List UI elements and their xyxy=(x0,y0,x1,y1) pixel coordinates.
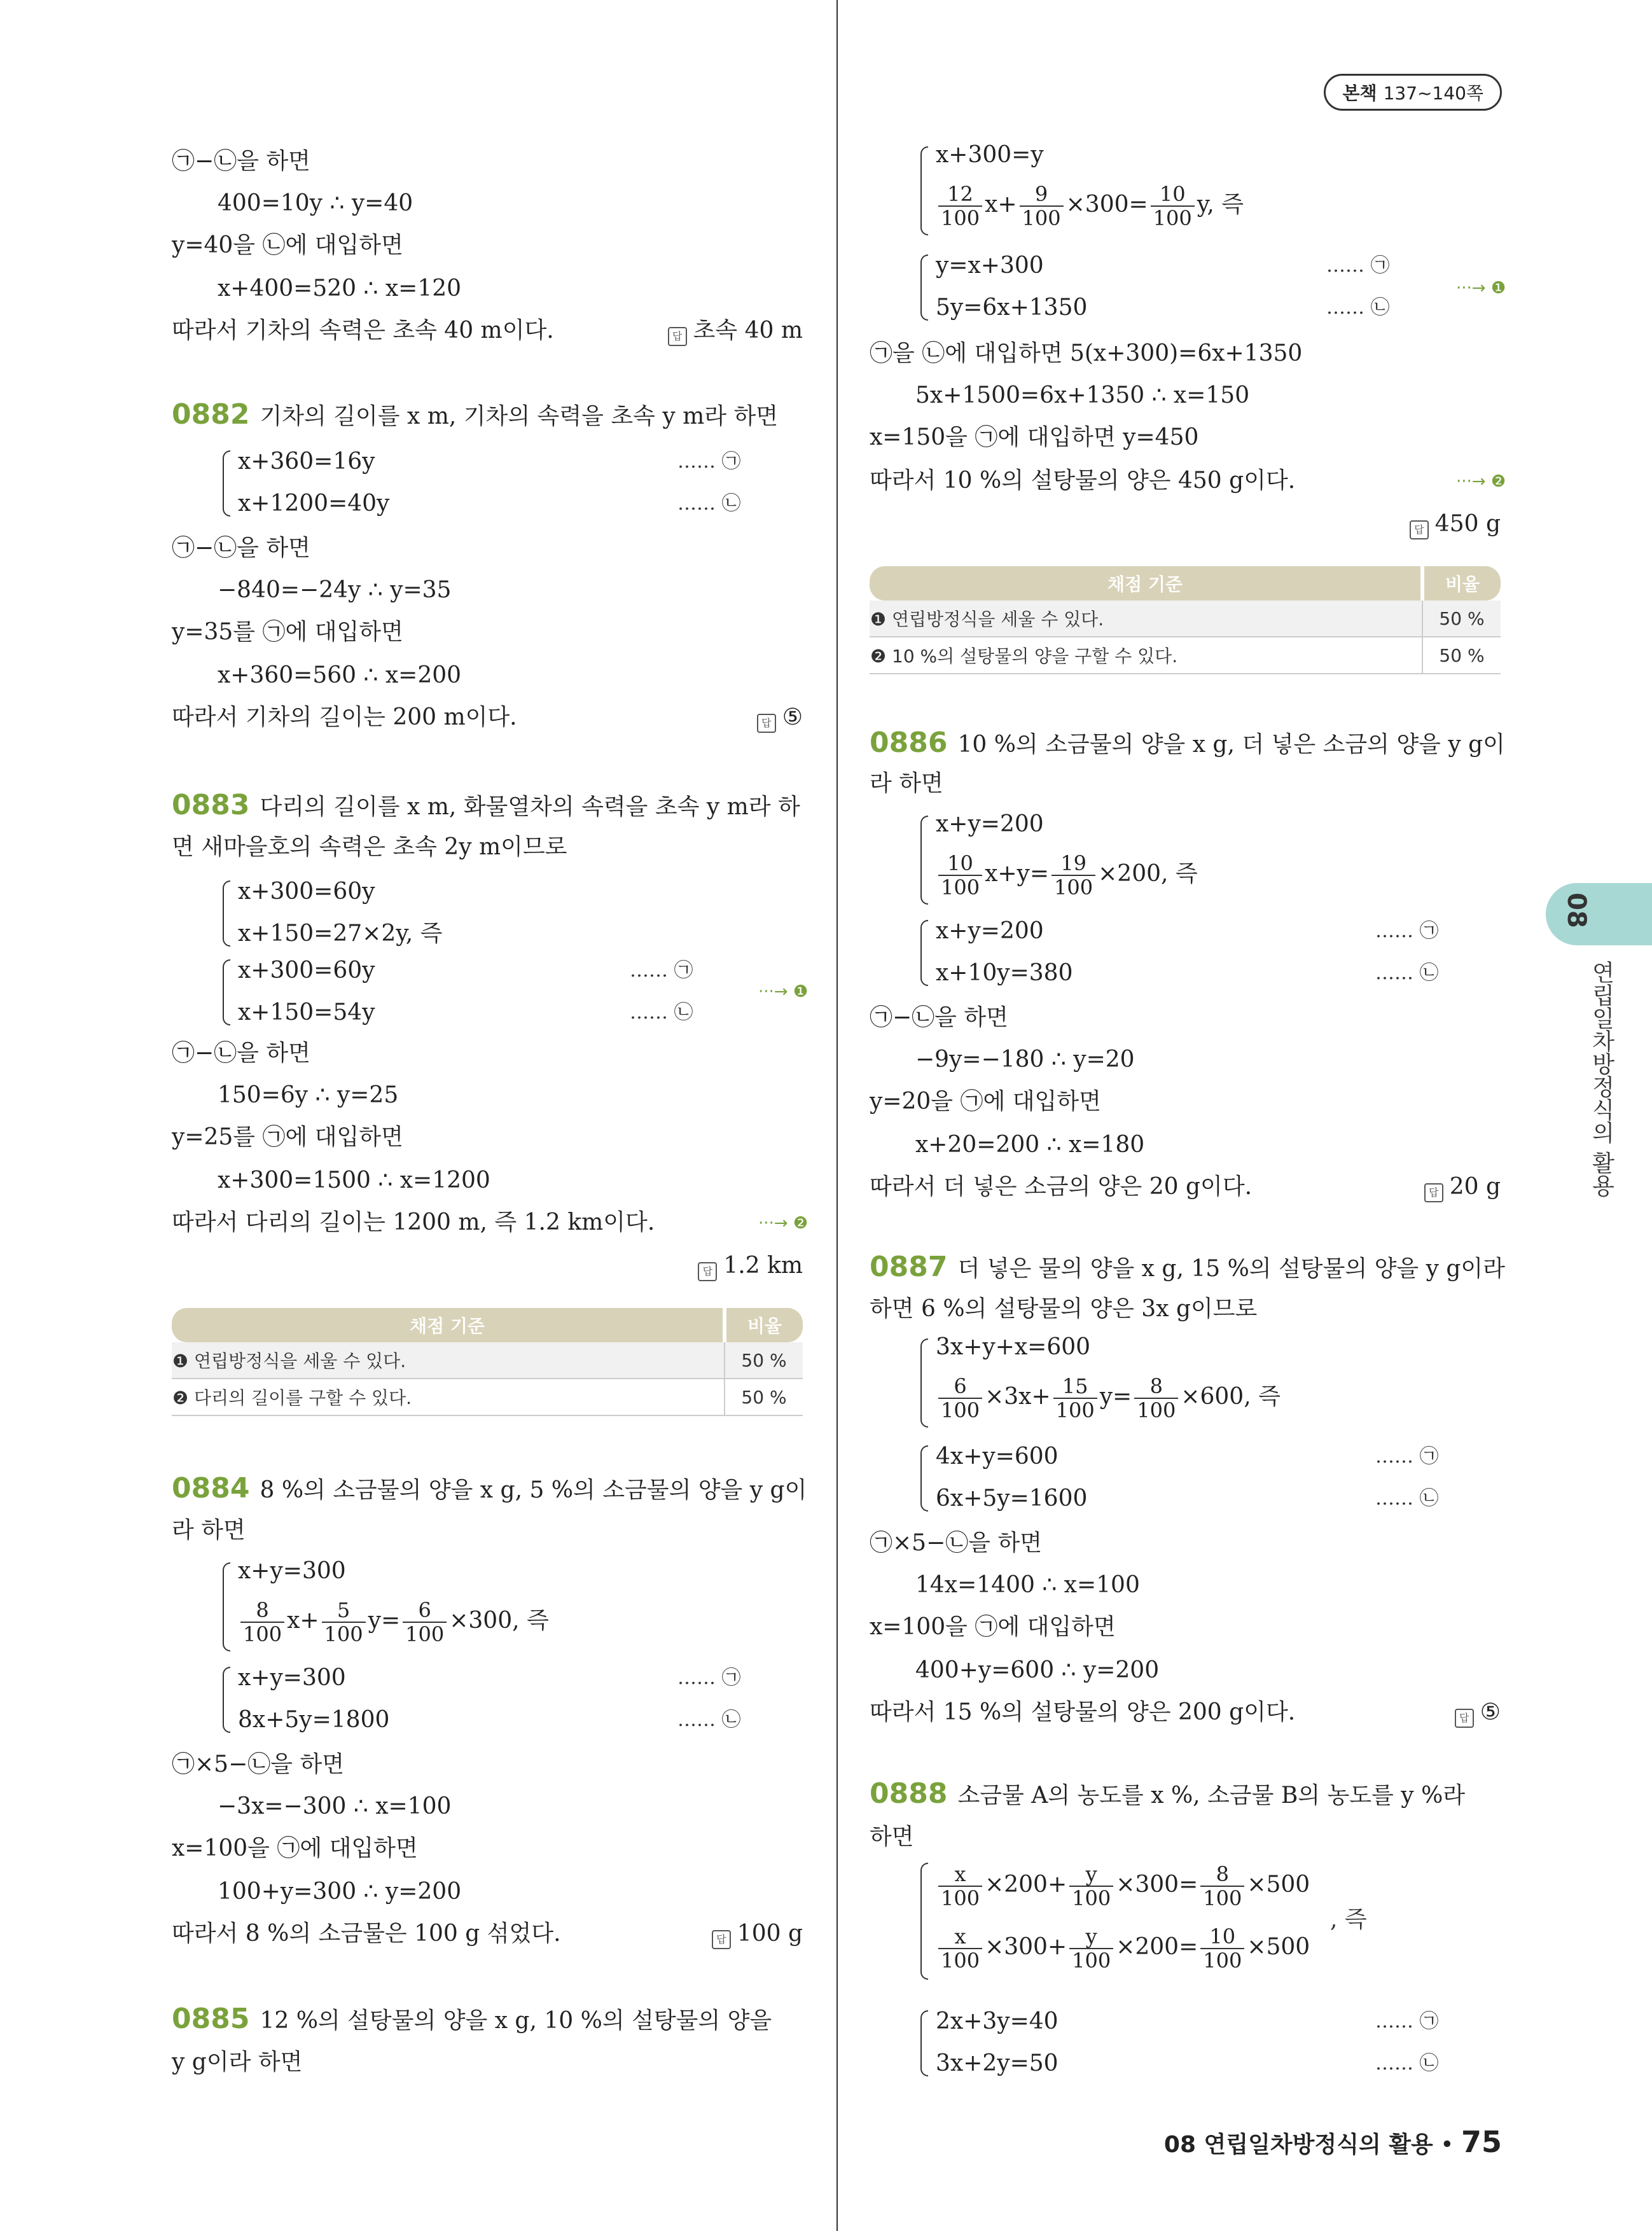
answer: 답 450 g xyxy=(1410,510,1501,539)
solution-line: −9y=−180 ∴ y=20 xyxy=(915,1046,1135,1073)
scoring-step-marker: ···→ ❶ xyxy=(1456,279,1506,298)
equation-comma: , 즉 xyxy=(1330,1907,1367,1933)
scoring-step-marker: ···→ ❶ xyxy=(758,982,809,1001)
table-cell: ❶ 연립방정식을 세울 수 있다. xyxy=(172,1342,725,1379)
table-cell: ❶ 연립방정식을 세울 수 있다. xyxy=(870,601,1422,637)
problem-number: 0888 xyxy=(870,1777,948,1810)
solution-line: ㉠−㉡을 하면 xyxy=(870,1004,1008,1031)
page-footer xyxy=(1164,2125,1502,2159)
scoring-step-marker: ···→ ❷ xyxy=(758,1214,809,1233)
table-header: 비율 xyxy=(725,1308,803,1342)
problem-intro-line: y g이라 하면 xyxy=(172,2049,303,2075)
table-header: 비율 xyxy=(1422,566,1501,601)
answer-icon: 답 xyxy=(668,327,687,346)
equation-tag: …… ㉡ xyxy=(1375,962,1439,984)
chapter-side-title: 연립일차방정식의 활용 xyxy=(1588,961,1614,1197)
problem-0885-intro: 0885 12 %의 설탕물의 양을 x g, 10 %의 설탕물의 양을 xyxy=(172,2003,772,2035)
answer: 답 ⑤ xyxy=(757,704,803,733)
solution-line: 14x=1400 ∴ x=100 xyxy=(915,1572,1140,1598)
table-header: 채점 기준 xyxy=(172,1308,725,1342)
solution-line: y=20을 ㉠에 대입하면 xyxy=(870,1088,1101,1115)
solution-line: x+400=520 ∴ x=120 xyxy=(218,275,462,302)
answer-icon: 답 xyxy=(1455,1709,1474,1728)
solution-line: 따라서 기차의 길이는 200 m이다. xyxy=(172,704,517,730)
equation-tag: …… ㉠ xyxy=(1375,920,1439,942)
answer: 답 초속 40 m xyxy=(668,317,803,346)
solution-line: −3x=−300 ∴ x=100 xyxy=(218,1793,452,1819)
answer: 답 20 g xyxy=(1424,1173,1501,1202)
solution-line: x=150을 ㉠에 대입하면 y=450 xyxy=(870,424,1199,450)
column-divider xyxy=(836,0,838,2231)
problem-intro-line: 하면 6 %의 설탕물의 양은 3x g이므로 xyxy=(870,1296,1258,1322)
equation-tag: …… ㉡ xyxy=(1375,2052,1439,2075)
equation-tag: …… ㉠ xyxy=(677,450,741,473)
chapter-side-number: 08 xyxy=(1562,893,1591,928)
problem-intro-line: 하면 xyxy=(870,1824,914,1850)
problem-0887-intro: 0887 더 넣은 물의 양을 x g, 15 %의 설탕물의 양을 y g이라 xyxy=(870,1251,1505,1283)
solution-line: ㉠−㉡을 하면 xyxy=(172,1040,310,1066)
problem-0882-intro: 0882 기차의 길이를 x m, 기차의 속력을 초속 y m라 하면 xyxy=(172,398,779,431)
equation-tag: …… ㉠ xyxy=(677,1667,741,1689)
answer-icon: 답 xyxy=(757,714,776,733)
problem-number: 0882 xyxy=(172,398,250,431)
page-number: 75 xyxy=(1461,2125,1502,2159)
table-cell: 50 % xyxy=(725,1379,803,1415)
equation-tag: …… ㉡ xyxy=(677,1709,741,1731)
equation-tag: …… ㉡ xyxy=(1326,296,1390,319)
solution-line: 따라서 15 %의 설탕물의 양은 200 g이다. xyxy=(870,1699,1296,1725)
answer-icon: 답 xyxy=(1410,520,1429,539)
solution-line: 5x+1500=6x+1350 ∴ x=150 xyxy=(915,382,1250,408)
solution-line: 400=10y ∴ y=40 xyxy=(218,190,413,216)
solution-line: x+300=1500 ∴ x=1200 xyxy=(218,1167,490,1193)
equation-tag: …… ㉠ xyxy=(1375,2010,1439,2033)
equation-tag: …… ㉠ xyxy=(1326,254,1390,277)
answer: 답 ⑤ xyxy=(1455,1699,1501,1728)
problem-intro-line: 라 하면 xyxy=(870,770,943,796)
solution-line: −840=−24y ∴ y=35 xyxy=(218,577,452,603)
table-header: 채점 기준 xyxy=(870,566,1422,601)
solution-line: 100+y=300 ∴ y=200 xyxy=(218,1879,462,1905)
table-cell: 50 % xyxy=(725,1342,803,1379)
scoring-criteria-table xyxy=(870,566,1501,674)
solution-line: ㉠×5−㉡을 하면 xyxy=(870,1530,1043,1556)
solution-line: ㉠×5−㉡을 하면 xyxy=(172,1751,345,1777)
solution-line: 따라서 더 넣은 소금의 양은 20 g이다. xyxy=(870,1174,1253,1200)
solution-line: ㉠을 ㉡에 대입하면 5(x+300)=6x+1350 xyxy=(870,340,1303,366)
solution-line: 따라서 기차의 속력은 초속 40 m이다. xyxy=(172,317,554,344)
equation-tag: …… ㉡ xyxy=(677,492,741,515)
solution-line: 따라서 8 %의 소금물은 100 g 섞었다. xyxy=(172,1921,561,1947)
solution-line: 150=6y ∴ y=25 xyxy=(218,1082,399,1108)
solution-line: 400+y=600 ∴ y=200 xyxy=(915,1657,1160,1683)
table-cell: 50 % xyxy=(1422,601,1501,637)
footer-separator: • xyxy=(1440,2132,1454,2158)
equation-tag: …… ㉡ xyxy=(1375,1487,1439,1510)
equation-tag: …… ㉠ xyxy=(630,959,693,982)
scoring-step-marker: ···→ ❷ xyxy=(1456,472,1506,491)
solution-line: y=25를 ㉠에 대입하면 xyxy=(172,1124,403,1150)
answer-icon: 답 xyxy=(698,1262,717,1281)
solution-line: y=35를 ㉠에 대입하면 xyxy=(172,619,403,645)
problem-number: 0886 xyxy=(870,726,948,759)
solution-line: ㉠−㉡을 하면 xyxy=(172,148,310,174)
equation-tag: …… ㉡ xyxy=(630,1001,693,1024)
problem-intro-line: 라 하면 xyxy=(172,1517,246,1543)
answer: 답 100 g xyxy=(712,1920,803,1949)
table-cell: ❷ 다리의 길이를 구할 수 있다. xyxy=(172,1379,725,1415)
solution-line: ㉠−㉡을 하면 xyxy=(172,535,310,561)
solution-line: y=40을 ㉡에 대입하면 xyxy=(172,232,403,258)
book-label: 본책 xyxy=(1342,83,1377,104)
solution-line: 따라서 다리의 길이는 1200 m, 즉 1.2 km이다. xyxy=(172,1209,655,1235)
answer-icon: 답 xyxy=(1424,1183,1443,1202)
problem-number: 0883 xyxy=(172,789,250,821)
problem-0888-intro: 0888 소금물 A의 농도를 x %, 소금물 B의 농도를 y %라 xyxy=(870,1777,1466,1810)
solution-line: x=100을 ㉠에 대입하면 xyxy=(172,1835,418,1861)
scoring-criteria-table xyxy=(172,1308,803,1416)
solution-line: 따라서 10 %의 설탕물의 양은 450 g이다. xyxy=(870,468,1296,494)
problem-number: 0887 xyxy=(870,1251,948,1283)
table-cell: 50 % xyxy=(1422,637,1501,674)
footer-chapter: 08 연립일차방정식의 활용 xyxy=(1163,2132,1433,2158)
page-reference-badge xyxy=(1324,74,1502,111)
table-cell: ❷ 10 %의 설탕물의 양을 구할 수 있다. xyxy=(870,637,1422,674)
answer: 답 1.2 km xyxy=(698,1252,803,1281)
solution-line: x+20=200 ∴ x=180 xyxy=(915,1132,1145,1158)
problem-0883-intro: 0883 다리의 길이를 x m, 화물열차의 속력을 초속 y m라 하 xyxy=(172,789,800,821)
problem-intro-line: 면 새마을호의 속력은 초속 2y m이므로 xyxy=(172,834,567,860)
problem-0884-intro: 0884 8 %의 소금물의 양을 x g, 5 %의 소금물의 양을 y g이 xyxy=(172,1472,807,1505)
solution-line: x=100을 ㉠에 대입하면 xyxy=(870,1614,1116,1640)
equation-tag: …… ㉠ xyxy=(1375,1445,1439,1468)
problem-number: 0884 xyxy=(172,1472,250,1505)
problem-0886-intro: 0886 10 %의 소금물의 양을 x g, 더 넣은 소금의 양을 y g이 xyxy=(870,726,1505,759)
page-range: 137~140쪽 xyxy=(1383,83,1483,104)
problem-number: 0885 xyxy=(172,2003,250,2035)
answer-icon: 답 xyxy=(712,1930,731,1949)
solution-line: x+360=560 ∴ x=200 xyxy=(218,662,462,688)
